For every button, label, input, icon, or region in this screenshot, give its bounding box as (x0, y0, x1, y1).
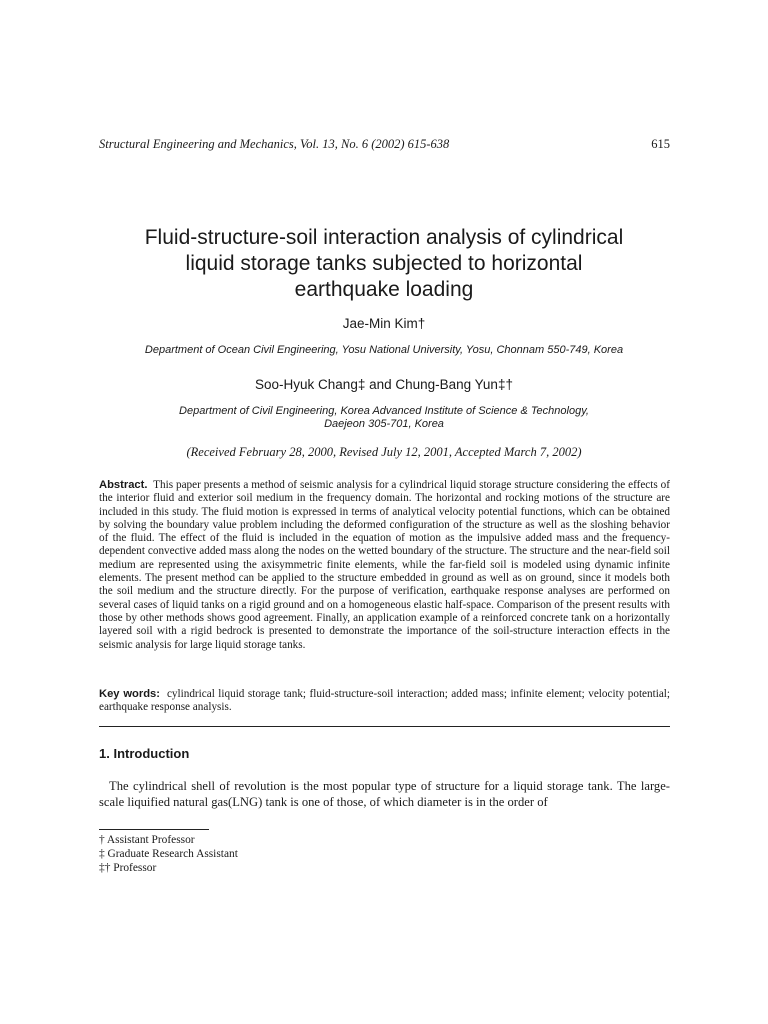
introduction-paragraph: The cylindrical shell of revolution is the most popular type of structure for a liquid storage tank. The large-scale liquified natural gas(LNG) tank is one of those, of which diameter is in the order of (99, 779, 670, 809)
abstract-text: This paper presents a method of seismic analysis for a cylindrical liquid storage structure considering the effects of the interior fluid and exterior soil medium in the frequency domain. The horizontal and rocking motions of the structure are included in this study. The fluid motion is expressed in terms of analytical velocity potential functions, which can be obtained by solving the boundary value problem including the deformed configuration of the structure as well as the sloshing behavior of the fluid. The effect of the fluid is included in the equation of motion as the impulsive added mass and the frequency-dependent convective added mass along the nodes on the wetted boundary of the structure. The structure and the near-field soil medium are represented using the axisymmetric finite elements, while the far-field soil is modeled using dynamic infinite elements. The present method can be applied to the structure embedded in ground as well as on ground, since it models both the soil medium and the structure directly. For the purpose of verification, earthquake response analyses are performed on several cases of liquid tanks on a rigid ground and on a homogeneous elastic half-space. Comparison of the present results with those by other methods shows good agreement. Finally, an application example of a reinforced concrete tank on a horizontally layered soil with a rigid bedrock is presented to demonstrate the importance of the soil-structure interaction effects in the seismic analysis for large liquid storage tanks. (99, 479, 670, 651)
affiliation-2-line-2: Daejeon 305-701, Korea (324, 418, 444, 430)
keywords-label: Key words: (99, 688, 160, 700)
author-2: Soo-Hyuk Chang‡ and Chung-Bang Yun‡† (255, 377, 513, 392)
running-header (99, 137, 670, 152)
footnote-1: † Assistant Professor (99, 834, 195, 846)
section-heading-introduction: 1. Introduction (99, 746, 190, 761)
footnote-2: ‡ Graduate Research Assistant (99, 848, 238, 860)
page-number: 615 (651, 137, 670, 151)
affiliation-2 (0, 405, 768, 431)
abstract (99, 479, 670, 652)
journal-citation: Structural Engineering and Mechanics, Vol. 13, No. 6 (2002) 615-638 (99, 137, 450, 151)
section-divider (99, 726, 670, 727)
keywords-text: cylindrical liquid storage tank; fluid-structure-soil interaction; added mass; infinite element; velocity potential; earthquake response analysis. (99, 688, 671, 714)
affiliation-1: Department of Ocean Civil Engineering, Yosu National University, Yosu, Chonnam 550-749, Korea (144, 344, 624, 356)
footnotes (99, 833, 238, 875)
abstract-label: Abstract. (99, 479, 148, 491)
paper-title (90, 225, 678, 303)
received-dates: (Received February 28, 2000, Revised July 12, 2001, Accepted March 7, 2002) (186, 445, 582, 459)
keywords (99, 688, 670, 715)
footnote-3: ‡† Professor (99, 862, 157, 874)
affiliation-2-line-1: Department of Civil Engineering, Korea Advanced Institute of Science & Technology, (179, 405, 589, 417)
title-line-3: earthquake loading (294, 278, 474, 301)
title-line-1: Fluid-structure-soil interaction analysis of cylindrical (144, 226, 624, 249)
author-1: Jae-Min Kim† (342, 316, 426, 331)
footnote-divider (99, 829, 209, 830)
title-line-2: liquid storage tanks subjected to horizontal (185, 252, 583, 275)
